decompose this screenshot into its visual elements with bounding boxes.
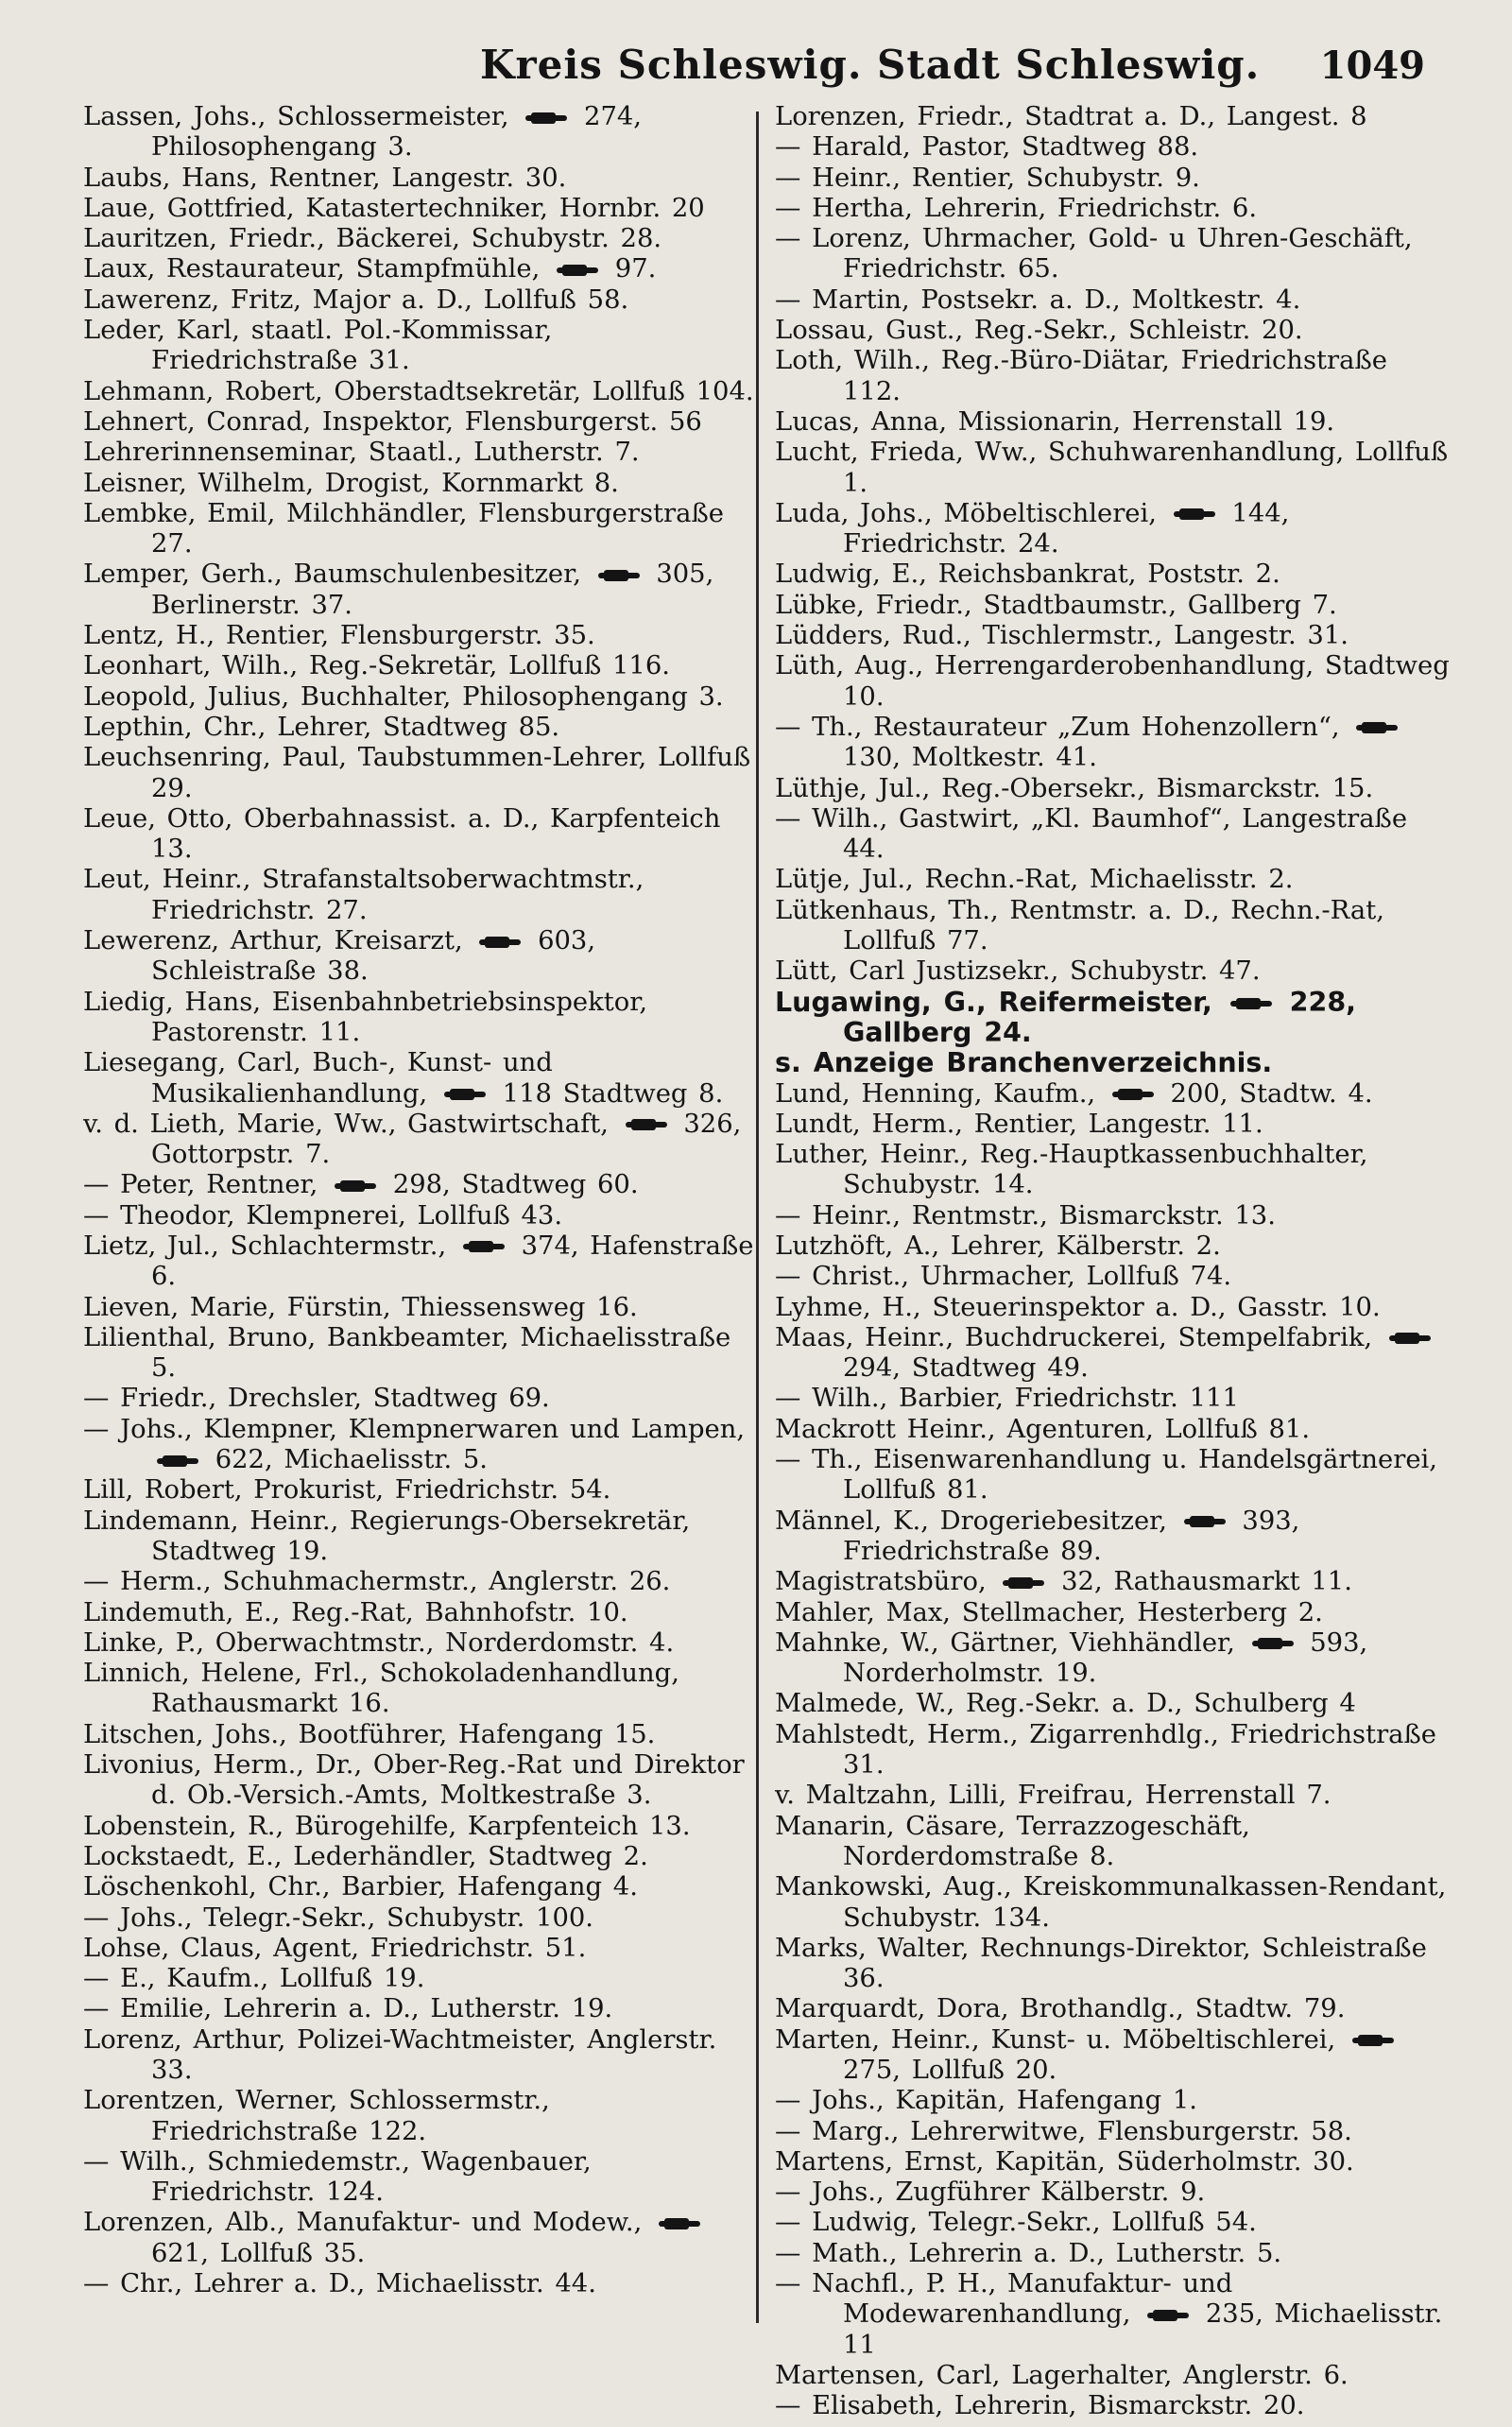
directory-entry: — Emilie, Lehrerin a. D., Lutherstr. 19. bbox=[83, 1994, 613, 2024]
directory-entry: Lobenstein, R., Bürogehilfe, Karpfenteich 13. bbox=[83, 1811, 691, 1841]
directory-entry: Leuchsenring, Paul, Taubstummen-Lehrer, Lollfuß 29. bbox=[83, 743, 751, 803]
directory-entry: Lohse, Claus, Agent, Friedrichstr. 51. bbox=[83, 1933, 587, 1963]
directory-entry: Liesegang, Carl, Buch-, Kunst- und Musikalienhandlung, 118 Stadtweg 8. bbox=[83, 1048, 724, 1109]
directory-entry: Loth, Wilh., Reg.-Büro-Diätar, Friedrichstraße 112. bbox=[775, 346, 1387, 406]
directory-entry: — Elisabeth, Lehrerin, Bismarckstr. 20. bbox=[775, 2391, 1305, 2421]
directory-entry: — Peter, Rentner, 298, Stadtweg 60. bbox=[83, 1170, 639, 1200]
telephone-icon bbox=[1003, 1575, 1044, 1591]
directory-entry: Luda, Johs., Möbeltischlerei, 144, Friedrichstr. 24. bbox=[775, 498, 1290, 559]
directory-entry: — Wilh., Gastwirt, „Kl. Baumhof“, Langestraße 44. bbox=[775, 803, 1408, 865]
directory-entry: — Harald, Pastor, Stadtweg 88. bbox=[775, 132, 1199, 163]
directory-entry: — Wilh., Barbier, Friedrichstr. 111 bbox=[775, 1384, 1239, 1414]
directory-entry: — Martin, Postsekr. a. D., Moltkestr. 4. bbox=[775, 284, 1301, 315]
directory-entry: — Hertha, Lehrerin, Friedrichstr. 6. bbox=[775, 193, 1258, 223]
telephone-icon bbox=[598, 568, 640, 583]
left-column bbox=[83, 102, 764, 2299]
directory-entry: — Theodor, Klempnerei, Lollfuß 43. bbox=[83, 1200, 563, 1231]
directory-entry: Mankowski, Aug., Kreiskommunalkassen-Rendant, Schubystr. 134. bbox=[775, 1872, 1447, 1933]
directory-entry: Lütkenhaus, Th., Rentmstr. a. D., Rechn.-Rat, Lollfuß 77. bbox=[775, 895, 1384, 956]
directory-entry: Lütje, Jul., Rechn.-Rat, Michaelisstr. 2. bbox=[775, 865, 1294, 895]
directory-entry: Lehrerinnenseminar, Staatl., Lutherstr. 7. bbox=[83, 438, 640, 468]
directory-entry: Lentz, H., Rentier, Flensburgerstr. 35. bbox=[83, 621, 595, 651]
directory-entry: Lugawing, G., Reifermeister, 228, Gallberg 24. bbox=[775, 986, 1356, 1048]
directory-entry: Laue, Gottfried, Katastertechniker, Hornbr. 20 bbox=[83, 193, 705, 223]
directory-entry: Lepthin, Chr., Lehrer, Stadtweg 85. bbox=[83, 712, 560, 742]
telephone-icon bbox=[444, 1087, 486, 1102]
directory-entry: Mackrott Heinr., Agenturen, Lollfuß 81. bbox=[775, 1414, 1311, 1444]
directory-entry: Lutzhöft, A., Lehrer, Kälberstr. 2. bbox=[775, 1231, 1221, 1261]
directory-entry: Löschenkohl, Chr., Barbier, Hafengang 4. bbox=[83, 1872, 638, 1902]
directory-entry: Leue, Otto, Oberbahnassist. a. D., Karpfenteich 13. bbox=[83, 803, 721, 865]
directory-entry: Lütt, Carl Justizsekr., Schubystr. 47. bbox=[775, 956, 1261, 987]
directory-entry: Lembke, Emil, Milchhändler, Flensburgerstraße 27. bbox=[83, 498, 724, 559]
directory-entry: Laubs, Hans, Rentner, Langestr. 30. bbox=[83, 163, 567, 193]
directory-entry: v. d. Lieth, Marie, Ww., Gastwirtschaft, 326, Gottorpstr. 7. bbox=[83, 1109, 742, 1170]
directory-entry: — Johs., Zugführer Kälberstr. 9. bbox=[775, 2177, 1206, 2208]
directory-entry: Martens, Ernst, Kapitän, Süderholmstr. 30. bbox=[775, 2146, 1354, 2177]
column-divider bbox=[756, 112, 759, 2323]
directory-entry: Lossau, Gust., Reg.-Sekr., Schleistr. 20. bbox=[775, 316, 1303, 346]
directory-entry: Lietz, Jul., Schlachtermstr., 374, Hafenstraße 6. bbox=[83, 1231, 754, 1292]
directory-entry: Marquardt, Dora, Brothandlg., Stadtw. 79. bbox=[775, 1994, 1346, 2024]
telephone-icon bbox=[626, 1117, 667, 1132]
telephone-icon bbox=[1356, 720, 1398, 735]
directory-entry: Marks, Walter, Rechnungs-Direktor, Schleistraße 36. bbox=[775, 1933, 1427, 1994]
telephone-icon bbox=[1352, 2033, 1394, 2048]
page-header bbox=[0, 36, 1512, 102]
directory-entry: Leut, Heinr., Strafanstaltsoberwachtmstr., Friedrichstr. 27. bbox=[83, 865, 644, 925]
directory-entry: Lüdders, Rud., Tischlermstr., Langestr. 31. bbox=[775, 621, 1349, 651]
directory-entry: Marten, Heinr., Kunst- u. Möbeltischlerei, 275, Lollfuß 20. bbox=[775, 2025, 1455, 2087]
directory-entry: Lundt, Herm., Rentier, Langestr. 11. bbox=[775, 1109, 1263, 1139]
directory-entry: Lindemann, Heinr., Regierungs-Obersekretär, Stadtweg 19. bbox=[83, 1506, 691, 1566]
directory-entry: — Christ., Uhrmacher, Lollfuß 74. bbox=[775, 1262, 1232, 1292]
telephone-icon bbox=[557, 263, 598, 278]
telephone-icon bbox=[1184, 1514, 1226, 1529]
directory-entry: — Johs., Kapitän, Hafengang 1. bbox=[775, 2086, 1197, 2116]
directory-entry: Luther, Heinr., Reg.-Hauptkassenbuchhalter, Schubystr. 14. bbox=[775, 1140, 1368, 1200]
directory-entry: — Th., Restaurateur „Zum Hohenzollern“, 130, Moltkestr. 41. bbox=[775, 713, 1455, 774]
telephone-icon bbox=[157, 1454, 198, 1469]
directory-entry: Lindemuth, E., Reg.-Rat, Bahnhofstr. 10. bbox=[83, 1597, 628, 1627]
directory-entry: Lilienthal, Bruno, Bankbeamter, Michaelisstraße 5. bbox=[83, 1322, 731, 1384]
telephone-icon bbox=[659, 2216, 700, 2231]
directory-entry: — Friedr., Drechsler, Stadtweg 69. bbox=[83, 1384, 550, 1414]
directory-entry: Lassen, Johs., Schlossermeister, 274, Philosophengang 3. bbox=[83, 102, 643, 163]
directory-entry: — E., Kaufm., Lollfuß 19. bbox=[83, 1964, 425, 1994]
directory-entry: Lorenzen, Alb., Manufaktur- und Modew., 621, Lollfuß 35. bbox=[83, 2208, 764, 2269]
page-number: 1049 bbox=[1319, 43, 1425, 88]
directory-entry: Leder, Karl, staatl. Pol.-Kommissar, Friedrichstraße 31. bbox=[83, 316, 553, 376]
directory-entry: Leonhart, Wilh., Reg.-Sekretär, Lollfuß 116. bbox=[83, 651, 670, 681]
telephone-icon bbox=[1389, 1331, 1431, 1346]
directory-entry: Litschen, Johs., Bootführer, Hafengang 15. bbox=[83, 1719, 656, 1749]
directory-entry: Lehnert, Conrad, Inspektor, Flensburgerst. 56 bbox=[83, 406, 702, 437]
directory-entry: Mahler, Max, Stellmacher, Hesterberg 2. bbox=[775, 1597, 1323, 1627]
directory-entry: Linke, P., Oberwachtmstr., Norderdomstr. 4. bbox=[83, 1627, 675, 1658]
directory-entry: — Johs., Telegr.-Sekr., Schubystr. 100. bbox=[83, 1902, 594, 1933]
directory-entry: Magistratsbüro, 32, Rathausmarkt 11. bbox=[775, 1567, 1352, 1597]
directory-entry: Lübke, Friedr., Stadtbaumstr., Gallberg 7. bbox=[775, 590, 1337, 620]
telephone-icon bbox=[335, 1179, 376, 1194]
directory-entry: Lockstaedt, E., Lederhändler, Stadtweg 2. bbox=[83, 1841, 648, 1871]
directory-entry: Lucht, Frieda, Ww., Schuhwarenhandlung, Lollfuß 1. bbox=[775, 438, 1449, 498]
directory-entry: Lorenzen, Friedr., Stadtrat a. D., Langest. 8 bbox=[775, 102, 1367, 131]
telephone-icon bbox=[479, 935, 521, 950]
directory-entry: — Nachfl., P. H., Manufaktur- und Modewarenhandlung, 235, Michaelisstr. 11 bbox=[775, 2269, 1443, 2360]
directory-entry: — Chr., Lehrer a. D., Michaelisstr. 44. bbox=[83, 2269, 596, 2299]
directory-entry: — Lorenz, Uhrmacher, Gold- u Uhren-Geschäft, Friedrichstr. 65. bbox=[775, 224, 1413, 284]
directory-entry: — Herm., Schuhmachermstr., Anglerstr. 26. bbox=[83, 1567, 671, 1597]
directory-entry: Malmede, W., Reg.-Sekr. a. D., Schulberg 4 bbox=[775, 1689, 1356, 1719]
directory-entry: Linnich, Helene, Frl., Schokoladenhandlung, Rathausmarkt 16. bbox=[83, 1659, 679, 1719]
telephone-icon bbox=[1230, 996, 1272, 1011]
directory-entry: Lucas, Anna, Missionarin, Herrenstall 19. bbox=[775, 406, 1335, 437]
telephone-icon bbox=[1252, 1636, 1294, 1651]
directory-entry: — Wilh., Schmiedemstr., Wagenbauer, Friedrichstr. 124. bbox=[83, 2146, 592, 2208]
directory-entry: Lüthje, Jul., Reg.-Obersekr., Bismarckstr. 15. bbox=[775, 773, 1374, 803]
directory-entry: Lund, Henning, Kaufm., 200, Stadtw. 4. bbox=[775, 1078, 1373, 1109]
directory-entry: Lawerenz, Fritz, Major a. D., Lollfuß 58. bbox=[83, 284, 629, 315]
directory-entry: Lewerenz, Arthur, Kreisarzt, 603, Schleistraße 38. bbox=[83, 926, 596, 987]
directory-entry: Lill, Robert, Prokurist, Friedrichstr. 54. bbox=[83, 1475, 611, 1506]
directory-entry: Mahnke, W., Gärtner, Viehhändler, 593, Norderholmstr. 19. bbox=[775, 1627, 1368, 1689]
directory-entry: v. Maltzahn, Lilli, Freifrau, Herrenstall 7. bbox=[775, 1781, 1332, 1811]
directory-entry: — Heinr., Rentier, Schubystr. 9. bbox=[775, 163, 1200, 193]
directory-entry: Liedig, Hans, Eisenbahnbetriebsinspektor, Pastorenstr. 11. bbox=[83, 987, 648, 1047]
directory-entry: Lorentzen, Werner, Schlossermstr., Friedrichstraße 122. bbox=[83, 2086, 550, 2146]
right-column bbox=[775, 102, 1455, 2422]
telephone-icon bbox=[463, 1239, 505, 1254]
directory-entry: — Math., Lehrerin a. D., Lutherstr. 5. bbox=[775, 2238, 1282, 2268]
directory-entry: — Heinr., Rentmstr., Bismarckstr. 13. bbox=[775, 1200, 1276, 1231]
directory-entry: Lyhme, H., Steuerinspektor a. D., Gasstr. 10. bbox=[775, 1292, 1381, 1322]
directory-entry: Lauritzen, Friedr., Bäckerei, Schubystr. 28. bbox=[83, 224, 662, 254]
directory-entry: Lehmann, Robert, Oberstadtsekretär, Lollfuß 104. bbox=[83, 376, 754, 406]
telephone-icon bbox=[1174, 507, 1215, 522]
running-title: Kreis Schleswig. Stadt Schleswig. bbox=[480, 42, 1261, 88]
telephone-icon bbox=[1147, 2308, 1189, 2323]
directory-entry: Manarin, Cäsare, Terrazzogeschäft, Norderdomstraße 8. bbox=[775, 1811, 1250, 1871]
directory-entry: Leopold, Julius, Buchhalter, Philosophengang 3. bbox=[83, 681, 724, 712]
directory-entry: Lorenz, Arthur, Polizei-Wachtmeister, Anglerstr. 33. bbox=[83, 2024, 717, 2085]
directory-entry: Lüth, Aug., Herrengarderobenhandlung, Stadtweg 10. bbox=[775, 651, 1450, 712]
directory-entry: Männel, K., Drogeriebesitzer, 393, Friedrichstraße 89. bbox=[775, 1506, 1300, 1566]
directory-entry: Leisner, Wilhelm, Drogist, Kornmarkt 8. bbox=[83, 468, 619, 498]
directory-entry: Livonius, Herm., Dr., Ober-Reg.-Rat und Direktor d. Ob.-Versich.-Amts, Moltkestraße 3. bbox=[83, 1750, 745, 1811]
directory-entry: Maas, Heinr., Buchdruckerei, Stempelfabrik, 294, Stadtweg 49. bbox=[775, 1323, 1455, 1385]
telephone-icon bbox=[1112, 1087, 1154, 1102]
directory-entry: — Johs., Klempner, Klempnerwaren und Lampen, 622, Michaelisstr. 5. bbox=[83, 1414, 746, 1475]
directory-entry: Laux, Restaurateur, Stampfmühle, 97. bbox=[83, 254, 657, 284]
directory-entry: — Ludwig, Telegr.-Sekr., Lollfuß 54. bbox=[775, 2208, 1257, 2238]
directory-entry: Mahlstedt, Herm., Zigarrenhdlg., Friedrichstraße 31. bbox=[775, 1719, 1436, 1781]
directory-entry: Ludwig, E., Reichsbankrat, Poststr. 2. bbox=[775, 559, 1280, 590]
directory-entry: Martensen, Carl, Lagerhalter, Anglerstr. 6. bbox=[775, 2360, 1349, 2390]
telephone-icon bbox=[525, 111, 567, 126]
directory-entry: Lieven, Marie, Fürstin, Thiessensweg 16. bbox=[83, 1292, 638, 1322]
directory-entry: Lemper, Gerh., Baumschulenbesitzer, 305, Berlinerstr. 37. bbox=[83, 559, 714, 620]
directory-entry: s. Anzeige Branchenverzeichnis. bbox=[775, 1047, 1273, 1079]
directory-entry: — Marg., Lehrerwitwe, Flensburgerstr. 58. bbox=[775, 2116, 1352, 2146]
directory-entry: — Th., Eisenwarenhandlung u. Handelsgärtnerei, Lollfuß 81. bbox=[775, 1445, 1437, 1506]
